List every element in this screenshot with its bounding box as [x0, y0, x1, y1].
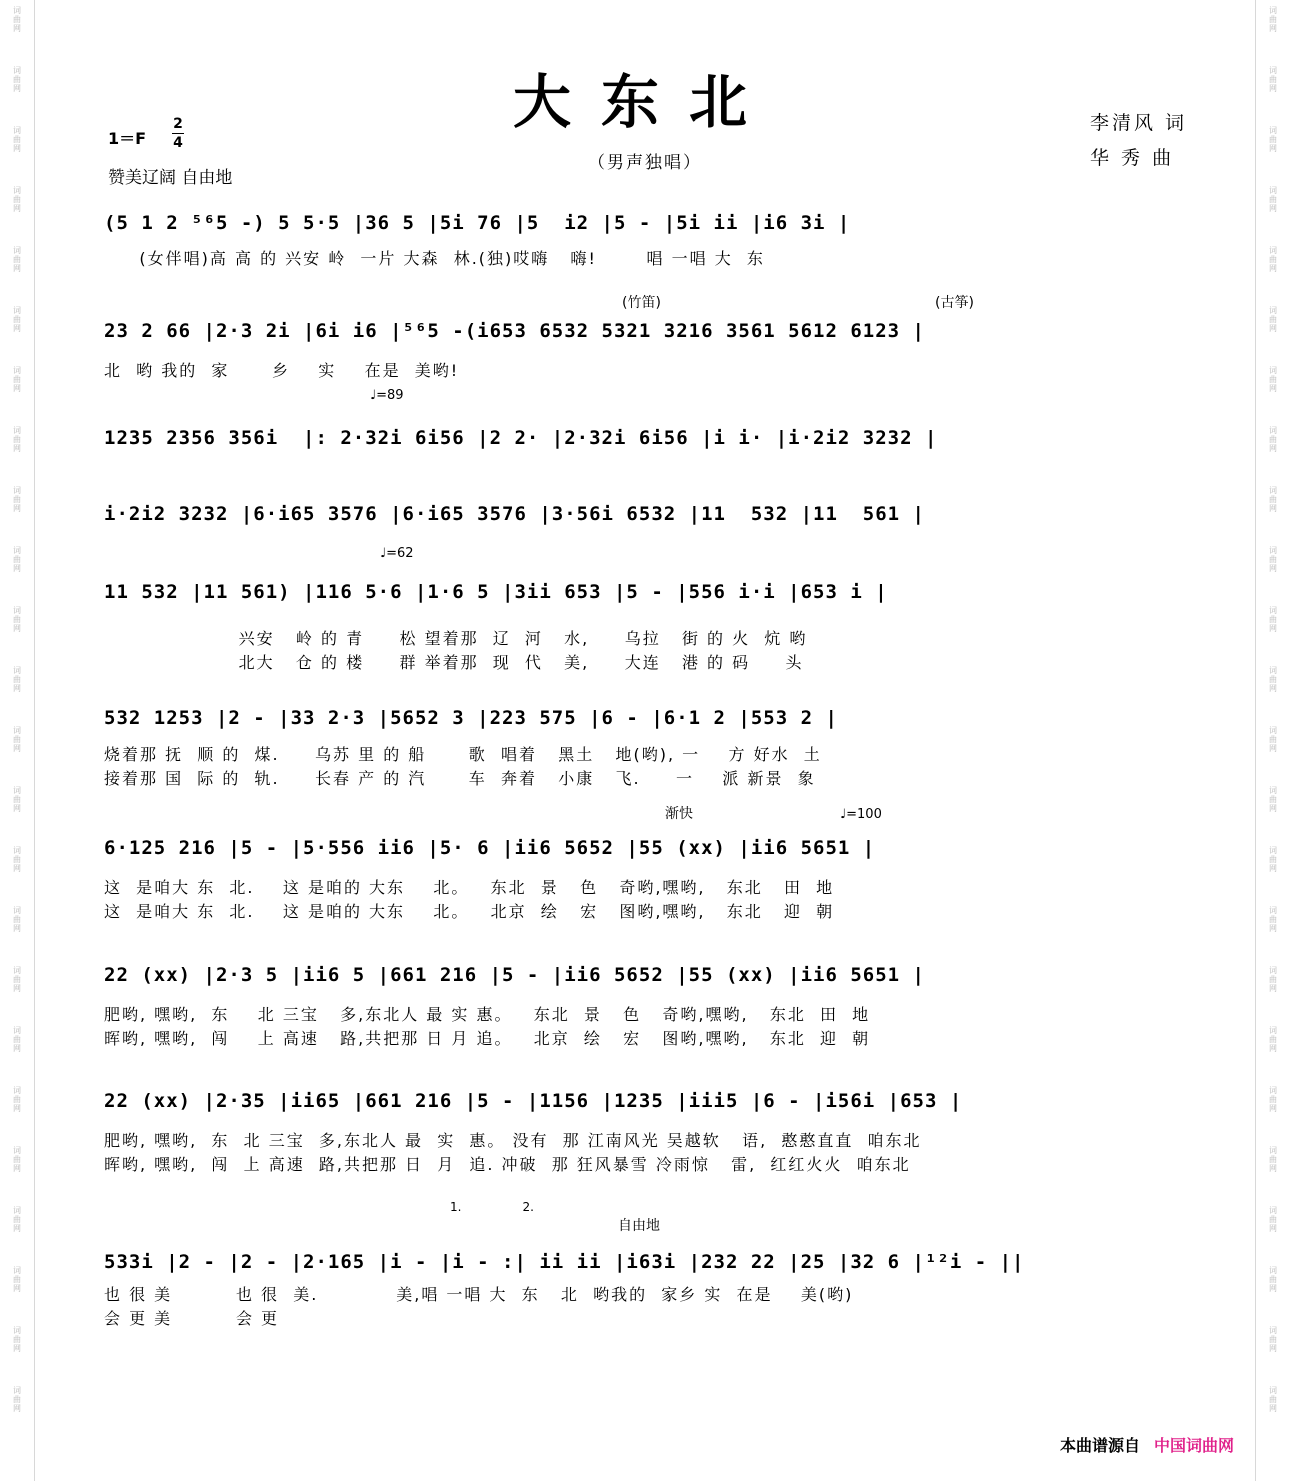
notation-row: i·2i2 3232 |6·i65 3576 |6·i65 3576 |3·56i 6532 |11 532 |11 561 |: [104, 503, 925, 525]
watermark-mark: 词 曲 网: [13, 66, 21, 93]
lyric-line: 烧着那 抚 顺 的 煤. 乌苏 里 的 船 歌 唱着 黑土 地(哟), 一 方 好水 土: [104, 745, 822, 764]
watermark-mark: 词 曲 网: [1269, 1086, 1277, 1113]
time-signature: [172, 116, 184, 151]
tempo-mark-100: ♩=100: [840, 807, 882, 822]
watermark-mark: 词 曲 网: [1269, 1266, 1277, 1293]
source-footer: [1060, 1433, 1234, 1456]
tempo-mark-62: ♩=62: [380, 546, 414, 561]
watermark-mark: 词 曲 网: [1269, 786, 1277, 813]
watermark-mark: 词 曲 网: [1269, 66, 1277, 93]
bamboo-flute-annotation: (竹笛): [622, 295, 661, 311]
lyric-line: 肥哟, 嘿哟, 东 北 三宝 多,东北人 最 实 惠。 东北 景 色 奇哟,嘿哟, 东北 田 地: [104, 1005, 871, 1024]
watermark-mark: 词 曲 网: [1269, 966, 1277, 993]
watermark-mark: 词 曲 网: [13, 1326, 21, 1353]
watermark-mark: 词 曲 网: [13, 786, 21, 813]
watermark-mark: 词 曲 网: [1269, 546, 1277, 573]
gradually-faster-annotation: 渐快: [665, 806, 693, 822]
song-title: 大东北: [512, 68, 777, 136]
watermark-mark: 词 曲 网: [1269, 186, 1277, 213]
watermark-mark: 词 曲 网: [1269, 1146, 1277, 1173]
watermark-mark: 词 曲 网: [1269, 726, 1277, 753]
song-subtitle: （男声独唱）: [588, 153, 702, 173]
watermark-mark: 词 曲 网: [13, 1086, 21, 1113]
notation-row: 6·125 216 |5 - |5·556 ii6 |5· 6 |ii6 5652 |55 (xx) |ii6 5651 |: [104, 837, 876, 859]
lyric-line: 北大 仓 的 楼 群 举着那 现 代 美, 大连 港 的 码 头: [104, 653, 804, 672]
watermark-mark: 词 曲 网: [1269, 306, 1277, 333]
time-bottom: 4: [173, 135, 183, 151]
left-watermark-strip: [0, 0, 35, 1481]
watermark-mark: 词 曲 网: [1269, 426, 1277, 453]
right-watermark-strip: [1255, 0, 1290, 1481]
expression-mark: 赞美辽阔 自由地: [108, 168, 233, 188]
notation-row: (5 1 2 ⁵⁶5 -) 5 5·5 |36 5 |5i 76 |5 i2 |5 - |5i ii |i6 3i |: [104, 212, 851, 234]
watermark-mark: 词 曲 网: [13, 1266, 21, 1293]
watermark-mark: 词 曲 网: [13, 966, 21, 993]
notation-row: 11 532 |11 561) |116 5·6 |1·6 5 |3ii 653 |5 - |556 i·i |653 i |: [104, 581, 888, 603]
watermark-mark: 词 曲 网: [13, 426, 21, 453]
watermark-mark: 词 曲 网: [1269, 6, 1277, 33]
watermark-mark: 词 曲 网: [1269, 126, 1277, 153]
footer-label: 本曲谱源自: [1060, 1436, 1141, 1455]
watermark-mark: 词 曲 网: [13, 6, 21, 33]
lyricist-credit: 李清风 词: [1090, 112, 1188, 134]
watermark-mark: 词 曲 网: [1269, 666, 1277, 693]
lyric-line: 接着那 国 际 的 轨. 长春 产 的 汽 车 奔着 小康 飞. 一 派 新景 象: [104, 769, 816, 788]
watermark-mark: 词 曲 网: [13, 1386, 21, 1413]
watermark-mark: 词 曲 网: [13, 666, 21, 693]
notation-row: 532 1253 |2 - |33 2·3 |5652 3 |223 575 |6 - |6·1 2 |553 2 |: [104, 707, 838, 729]
notation-row: 533i |2 - |2 - |2·165 |i - |i - :| ii ii |i63i |232 22 |25 |32 6 |¹²i - ||: [104, 1251, 1025, 1273]
watermark-mark: 词 曲 网: [13, 366, 21, 393]
watermark-mark: 词 曲 网: [1269, 246, 1277, 273]
watermark-mark: 词 曲 网: [1269, 366, 1277, 393]
notation-row: 1235 2356 356i |: 2·32i 6i56 |2 2· |2·32i 6i56 |i i· |i·2i2 3232 |: [104, 427, 938, 449]
tempo-mark-89: ♩=89: [370, 388, 404, 403]
footer-brand-link[interactable]: 中国词曲网: [1154, 1436, 1235, 1455]
watermark-mark: 词 曲 网: [13, 726, 21, 753]
watermark-mark: 词 曲 网: [1269, 906, 1277, 933]
watermark-mark: 词 曲 网: [13, 1206, 21, 1233]
watermark-mark: 词 曲 网: [1269, 606, 1277, 633]
lyric-line: 肥哟, 嘿哟, 东 北 三宝 多,东北人 最 实 惠。 没有 那 江南风光 吴越软 语, 憨憨直直 咱东北: [104, 1131, 922, 1150]
lyric-line: 晖哟, 嘿哟, 闯 上 高速 路,共把那 日 月 追。 北京 绘 宏 图哟,嘿哟, 东北 迎 朝: [104, 1029, 871, 1048]
free-time-annotation: 自由地: [618, 1218, 660, 1234]
lyric-line: 兴安 岭 的 青 松 望着那 辽 河 水, 乌拉 街 的 火 炕 哟: [104, 629, 808, 648]
watermark-mark: 词 曲 网: [13, 906, 21, 933]
watermark-mark: 词 曲 网: [13, 486, 21, 513]
notation-row: 22 (xx) |2·35 |ii65 |661 216 |5 - |1156 |1235 |iii5 |6 - |i56i |653 |: [104, 1090, 963, 1112]
key-signature: 1＝F: [108, 129, 147, 148]
composer-credit: 华 秀 曲: [1090, 147, 1175, 169]
guzheng-annotation: (古筝): [935, 295, 974, 311]
watermark-mark: 词 曲 网: [13, 546, 21, 573]
watermark-mark: 词 曲 网: [1269, 1326, 1277, 1353]
watermark-mark: 词 曲 网: [1269, 846, 1277, 873]
time-top: 2: [173, 116, 183, 132]
watermark-mark: 词 曲 网: [13, 846, 21, 873]
lyric-line: (女伴唱)高 高 的 兴安 岭 一片 大森 林.(独)哎嗨 嗨! 唱 一唱 大 东: [104, 249, 765, 268]
lyric-line: 这 是咱大 东 北. 这 是咱的 大东 北。 北京 绘 宏 图哟,嘿哟, 东北 迎 朝: [104, 902, 835, 921]
watermark-mark: 词 曲 网: [1269, 1206, 1277, 1233]
notation-row: 22 (xx) |2·3 5 |ii6 5 |661 216 |5 - |ii6 5652 |55 (xx) |ii6 5651 |: [104, 964, 925, 986]
watermark-mark: 词 曲 网: [1269, 486, 1277, 513]
lyric-line: 也 很 美 也 很 美. 美,唱 一唱 大 东 北 哟我的 家乡 实 在是 美(哟): [104, 1285, 854, 1304]
watermark-mark: 词 曲 网: [13, 186, 21, 213]
watermark-mark: 词 曲 网: [13, 306, 21, 333]
notation-row: 23 2 66 |2·3 2i |6i i6 |⁵⁶5 -(i653 6532 5321 3216 3561 5612 6123 |: [104, 320, 925, 342]
lyric-line: 这 是咱大 东 北. 这 是咱的 大东 北。 东北 景 色 奇哟,嘿哟, 东北 田 地: [104, 878, 835, 897]
watermark-mark: 词 曲 网: [13, 1146, 21, 1173]
watermark-mark: 词 曲 网: [13, 606, 21, 633]
watermark-mark: 词 曲 网: [13, 126, 21, 153]
watermark-mark: 词 曲 网: [13, 1026, 21, 1053]
lyric-line: 会 更 美 会 更: [104, 1309, 280, 1328]
watermark-mark: 词 曲 网: [1269, 1386, 1277, 1413]
watermark-mark: 词 曲 网: [1269, 1026, 1277, 1053]
volta-brackets: 1. 2.: [450, 1200, 534, 1214]
lyric-line: 北 哟 我的 家 乡 实 在是 美哟!: [104, 361, 460, 380]
lyric-line: 晖哟, 嘿哟, 闯 上 高速 路,共把那 日 月 追. 冲破 那 狂风暴雪 冷雨惊 雷, 红红火火 咱东北: [104, 1155, 911, 1174]
watermark-mark: 词 曲 网: [13, 246, 21, 273]
